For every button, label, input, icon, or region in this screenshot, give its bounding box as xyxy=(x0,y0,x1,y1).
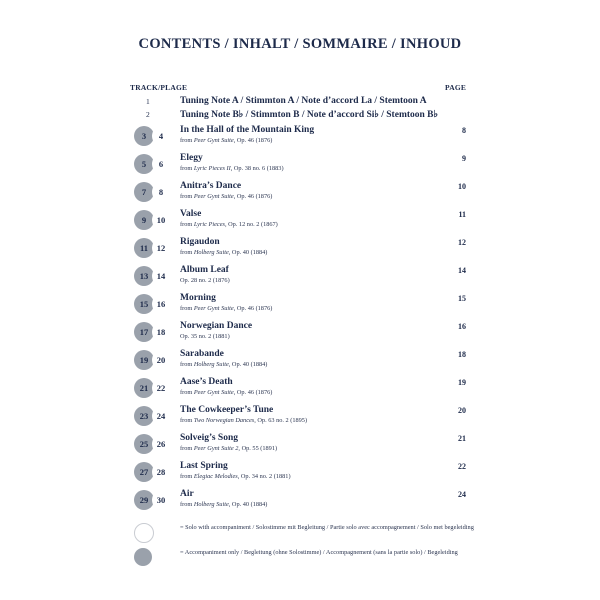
solo-track-number: 29 xyxy=(139,495,149,505)
source-suffix: , Op. 40 (1884) xyxy=(228,249,268,256)
source-work: Holberg Suite xyxy=(193,501,229,508)
page-number: 16 xyxy=(458,322,466,331)
source-prefix: from xyxy=(180,221,194,228)
piece-title: In the Hall of the Mountain King xyxy=(180,125,315,135)
accompaniment-track-number: 22 xyxy=(156,383,166,393)
legend-solo xyxy=(130,523,474,549)
accompaniment-track-number: 6 xyxy=(158,159,164,169)
solo-track-number: 21 xyxy=(139,383,149,393)
piece-source xyxy=(180,277,230,284)
table-row xyxy=(130,236,470,262)
source-prefix: from xyxy=(180,417,194,424)
source-prefix: Op. 28 no. 2 (1876) xyxy=(180,277,230,284)
piece-title: Elegy xyxy=(180,153,203,163)
page-number: 9 xyxy=(462,154,466,163)
page-number: 21 xyxy=(458,434,466,443)
table-row xyxy=(130,124,470,150)
piece-source xyxy=(180,333,230,340)
piece-title: Morning xyxy=(180,293,216,303)
solo-track-number: 25 xyxy=(139,439,149,449)
piece-source xyxy=(180,249,267,256)
accompaniment-track-symbol xyxy=(134,548,152,566)
page-number: 20 xyxy=(458,406,466,415)
track-badge xyxy=(134,126,172,146)
solo-track-number: 27 xyxy=(139,467,149,477)
piece-source xyxy=(180,417,307,424)
solo-track-number: 7 xyxy=(141,187,147,197)
track-badge xyxy=(134,154,172,174)
legend-solo-text: = Solo with accompaniment / Solostimme mit Begleitung / Partie solo avec accompagnement / Solo met begeleiding xyxy=(180,524,474,531)
source-suffix: , Op. 40 (1884) xyxy=(228,501,268,508)
piece-source xyxy=(180,193,272,200)
tuning-note-row xyxy=(130,97,470,109)
accompaniment-track-number: 26 xyxy=(156,439,166,449)
piece-source xyxy=(180,305,272,312)
page-title: CONTENTS / INHALT / SOMMAIRE / INHOUD xyxy=(138,36,462,52)
solo-track-number: 5 xyxy=(141,159,147,169)
page-number: 10 xyxy=(458,182,466,191)
source-suffix: , Op. 46 (1876) xyxy=(233,305,273,312)
track-badge xyxy=(134,322,172,342)
track-column-header: TRACK/PLAGE xyxy=(130,83,188,92)
piece-title: Norwegian Dance xyxy=(180,321,253,331)
solo-track-number: 15 xyxy=(139,299,149,309)
source-prefix: from xyxy=(180,193,194,200)
piece-source xyxy=(180,473,291,480)
source-prefix: from xyxy=(180,137,194,144)
table-row xyxy=(130,404,470,430)
solo-track-number: 23 xyxy=(139,411,149,421)
accompaniment-track-number: 12 xyxy=(156,243,166,253)
track-badge xyxy=(134,266,172,286)
page-number: 18 xyxy=(458,350,466,359)
piece-title: Air xyxy=(180,489,194,499)
source-work: Elegiac Melodies xyxy=(193,473,238,480)
source-prefix: from xyxy=(180,165,194,172)
source-suffix: , Op. 40 (1884) xyxy=(228,361,268,368)
tuning-note-label: Tuning Note A / Stimmton A / Note d’accord La / Stemtoon A xyxy=(180,96,427,106)
accompaniment-track-number: 16 xyxy=(156,299,166,309)
source-work: Peer Gynt Suite xyxy=(193,305,234,312)
solo-track-number: 11 xyxy=(139,243,149,253)
accompaniment-track-number: 10 xyxy=(156,215,166,225)
source-work: Lyric Pieces xyxy=(193,221,225,228)
page-number: 24 xyxy=(458,490,466,499)
piece-source xyxy=(180,221,278,228)
source-suffix: , Op. 34 no. 2 (1881) xyxy=(237,473,291,480)
table-row xyxy=(130,320,470,346)
source-prefix: from xyxy=(180,249,194,256)
page-number: 11 xyxy=(458,210,466,219)
legend-accompaniment-text: = Accompaniment only / Begleitung (ohne Solostimme) / Accompagnement (sans la partie solo) / Begeleiding xyxy=(180,549,458,556)
solo-track-number: 17 xyxy=(139,327,149,337)
source-suffix: , Op. 55 (1891) xyxy=(238,445,278,452)
source-suffix: , Op. 46 (1876) xyxy=(233,137,273,144)
source-prefix: from xyxy=(180,361,194,368)
piece-source xyxy=(180,389,272,396)
solo-track-number: 9 xyxy=(141,215,147,225)
tuning-note-row xyxy=(130,110,470,122)
track-badge xyxy=(134,238,172,258)
piece-source xyxy=(180,361,267,368)
page-column-header: PAGE xyxy=(445,83,467,92)
page-number: 8 xyxy=(462,126,466,135)
accompaniment-track-number: 20 xyxy=(156,355,166,365)
table-row xyxy=(130,348,470,374)
piece-source xyxy=(180,165,284,172)
piece-title: Anitra’s Dance xyxy=(180,181,242,191)
track-badge xyxy=(134,462,172,482)
piece-title: Last Spring xyxy=(180,461,228,471)
table-row xyxy=(130,488,470,514)
track-badge xyxy=(134,294,172,314)
source-prefix: from xyxy=(180,305,194,312)
source-prefix: from xyxy=(180,389,194,396)
source-suffix: , Op. 63 no. 2 (1895) xyxy=(254,417,308,424)
piece-source xyxy=(180,445,277,452)
page-number: 19 xyxy=(458,378,466,387)
accompaniment-track-number: 18 xyxy=(156,327,166,337)
source-work: Peer Gynt Suite xyxy=(193,389,234,396)
table-row xyxy=(130,264,470,290)
source-work: Holberg Suite xyxy=(193,361,229,368)
track-badge xyxy=(134,182,172,202)
track-badge xyxy=(134,434,172,454)
page-number: 22 xyxy=(458,462,466,471)
tuning-note-label: Tuning Note B♭ / Stimmton B / Note d’accord Si♭ / Stemtoon B♭ xyxy=(180,110,438,120)
piece-title: The Cowkeeper’s Tune xyxy=(180,405,274,415)
piece-title: Album Leaf xyxy=(180,265,229,275)
source-work: Peer Gynt Suite xyxy=(193,137,234,144)
piece-title: Valse xyxy=(180,209,202,219)
table-row xyxy=(130,180,470,206)
source-prefix: from xyxy=(180,501,194,508)
source-work: Holberg Suite xyxy=(193,249,229,256)
piece-source xyxy=(180,137,272,144)
piece-title: Sarabande xyxy=(180,349,224,359)
piece-title: Aase’s Death xyxy=(180,377,233,387)
source-work: Two Norwegian Dances xyxy=(193,417,255,424)
source-prefix: from xyxy=(180,445,194,452)
track-badge xyxy=(134,210,172,230)
table-row xyxy=(130,432,470,458)
piece-title: Rigaudon xyxy=(180,237,220,247)
source-work: Peer Gynt Suite xyxy=(193,193,234,200)
solo-track-symbol xyxy=(134,523,154,543)
solo-track-number: 19 xyxy=(139,355,149,365)
source-work: Peer Gynt Suite 2 xyxy=(193,445,239,452)
legend-accompaniment xyxy=(130,548,470,574)
accompaniment-track-number: 14 xyxy=(156,271,166,281)
source-suffix: , Op. 12 no. 2 (1867) xyxy=(224,221,278,228)
tuning-track-number: 2 xyxy=(146,110,150,119)
accompaniment-track-number: 4 xyxy=(158,131,164,141)
source-suffix: , Op. 46 (1876) xyxy=(233,389,273,396)
page-number: 14 xyxy=(458,266,466,275)
track-badge xyxy=(134,378,172,398)
track-badge xyxy=(134,490,172,510)
accompaniment-track-number: 8 xyxy=(158,187,164,197)
track-badge xyxy=(134,350,172,370)
table-row xyxy=(130,460,470,486)
source-work: Lyric Pieces II xyxy=(193,165,231,172)
tuning-track-number: 1 xyxy=(146,97,150,106)
source-suffix: , Op. 38 no. 6 (1883) xyxy=(230,165,284,172)
table-row xyxy=(130,292,470,318)
source-prefix: from xyxy=(180,473,194,480)
piece-title: Solveig’s Song xyxy=(180,433,238,443)
accompaniment-track-number: 30 xyxy=(156,495,166,505)
table-row xyxy=(130,152,470,178)
source-suffix: , Op. 46 (1876) xyxy=(233,193,273,200)
table-row xyxy=(130,376,470,402)
accompaniment-track-number: 28 xyxy=(156,467,166,477)
track-badge xyxy=(134,406,172,426)
source-prefix: Op. 35 no. 2 (1881) xyxy=(180,333,230,340)
table-row xyxy=(130,208,470,234)
accompaniment-track-number: 24 xyxy=(156,411,166,421)
page-number: 12 xyxy=(458,238,466,247)
solo-track-number: 13 xyxy=(139,271,149,281)
solo-track-number: 3 xyxy=(141,131,147,141)
piece-source xyxy=(180,501,267,508)
page-number: 15 xyxy=(458,294,466,303)
